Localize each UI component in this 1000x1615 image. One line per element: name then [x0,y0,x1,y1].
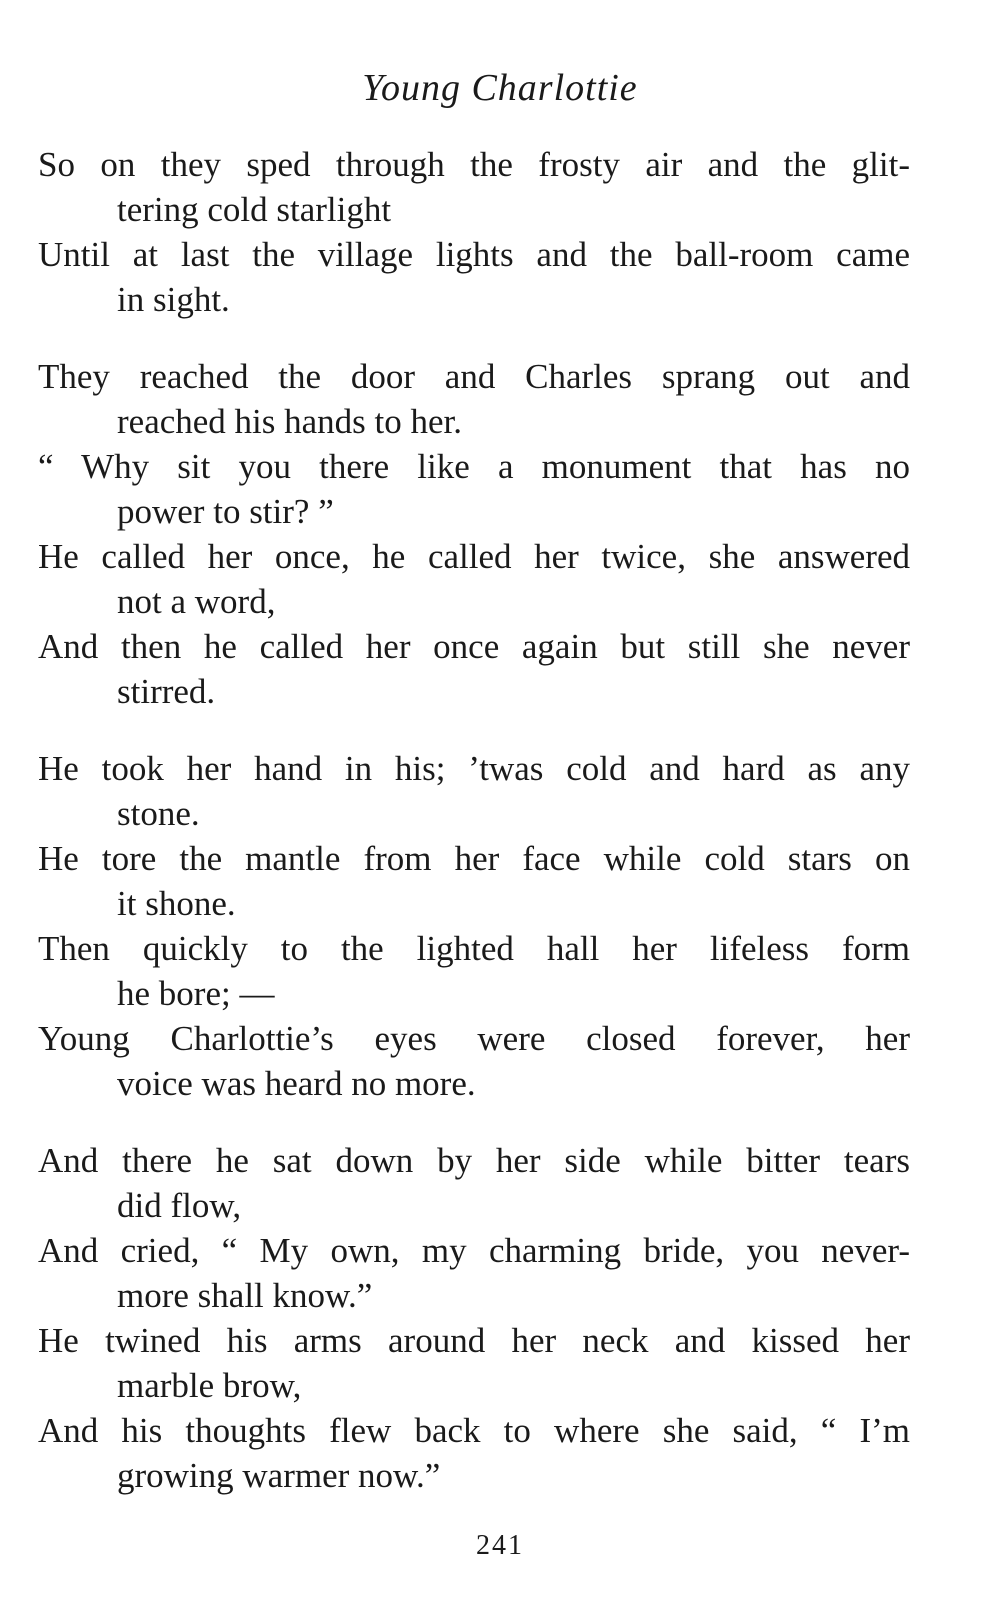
verse-line-start: And then he called her once again but still she never [38,627,910,666]
verse-line-start: He called her once, he called her twice, she answered [38,537,910,576]
verse-line-start: Until at last the village lights and the ball-room came [38,235,910,274]
verse-line-start: And his thoughts flew back to where she said, “ I’m [38,1411,910,1450]
verse-line [38,836,910,926]
verse-line [38,926,910,1016]
stanza [38,142,910,322]
verse-line-start: He tore the mantle from her face while cold stars on [38,839,910,878]
verse-line-continuation: growing warmer now.” [117,1456,441,1495]
verse-line [38,232,910,322]
verse-line-continuation: not a word, [117,582,276,621]
verse-line [38,1016,910,1106]
verse-line-start: He twined his arms around her neck and kissed her [38,1321,910,1360]
verse-line-continuation: he bore; — [117,974,275,1013]
stanza [38,354,910,714]
verse-line-start: They reached the door and Charles sprang out and [38,357,910,396]
verse-line [38,142,910,232]
verse-line [38,746,910,836]
verse-line-continuation: did flow, [117,1186,242,1225]
verse-line-continuation: stone. [117,794,200,833]
poem-body [38,142,910,1530]
verse-line-continuation: stirred. [117,672,216,711]
stanza [38,746,910,1106]
page-number: 241 [476,1530,524,1561]
verse-line-continuation: more shall know.” [117,1276,373,1315]
verse-line-start: And cried, “ My own, my charming bride, you never- [38,1231,910,1270]
running-title: Young Charlottie [362,67,638,109]
verse-line-start: So on they sped through the frosty air and the glit- [38,145,910,184]
verse-line [38,534,910,624]
verse-line [38,1228,910,1318]
verse-line-start: He took her hand in his; ’twas cold and hard as any [38,749,910,788]
verse-line [38,1408,910,1498]
verse-line-start: And there he sat down by her side while bitter tears [38,1141,910,1180]
verse-line-start: Then quickly to the lighted hall her lifeless form [38,929,910,968]
verse-line-start: Young Charlottie’s eyes were closed forever, her [38,1019,910,1058]
verse-line [38,1318,910,1408]
verse-line-start: “ Why sit you there like a monument that has no [38,447,910,486]
verse-line-continuation: in sight. [117,280,230,319]
stanza [38,1138,910,1498]
verse-line-continuation: marble brow, [117,1366,302,1405]
verse-line-continuation: voice was heard no more. [117,1064,476,1103]
verse-line [38,624,910,714]
verse-line-continuation: it shone. [117,884,236,923]
verse-line-continuation: power to stir? ” [117,492,334,531]
verse-line-continuation: tering cold starlight [117,190,392,229]
verse-line [38,354,910,444]
verse-line [38,1138,910,1228]
verse-line-continuation: reached his hands to her. [117,402,463,441]
verse-line [38,444,910,534]
